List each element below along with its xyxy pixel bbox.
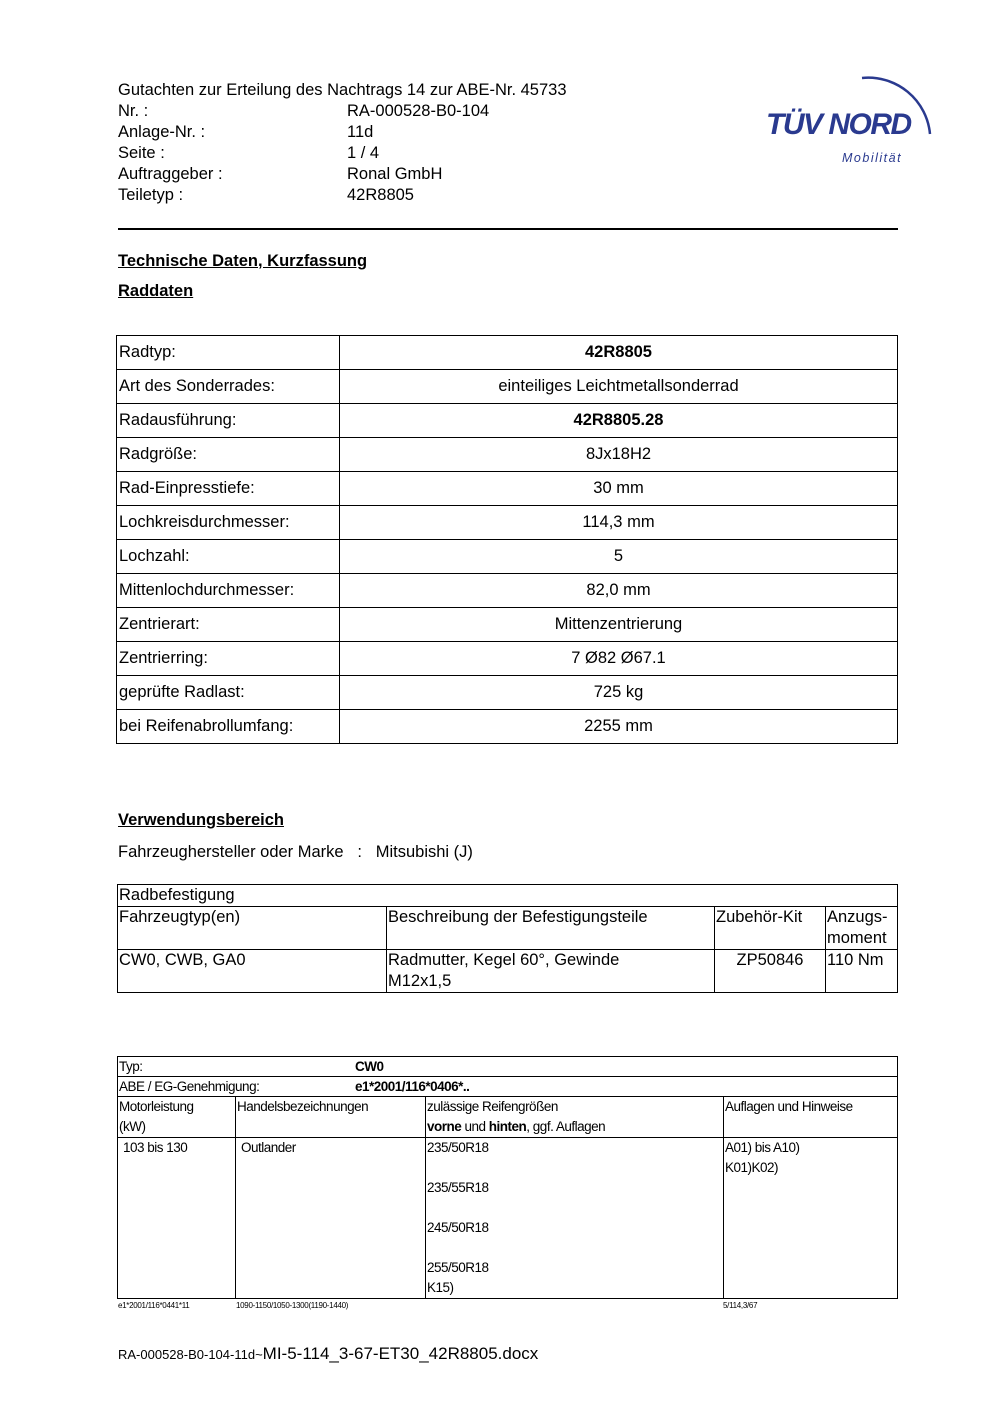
table-row [117,336,898,370]
header-motor-line1: Motorleistung [119,1099,194,1114]
raddaten-label: bei Reifenabrollumfang: [117,710,340,744]
tyre-size: 255/50R18 [427,1260,489,1275]
tyre-size: 245/50R18 [427,1220,489,1235]
document-title: Gutachten zur Erteilung des Nachtrags 14 zur ABE-Nr. 45733 [118,81,567,99]
header-value: 1 / 4 [347,144,380,162]
footer-small: RA-000528-B0-104-11d~ [118,1347,263,1362]
table-row [118,1057,898,1077]
header-reifen-vorne: vorne [427,1119,462,1134]
header-label: Nr. : [118,102,149,120]
header-value: 42R8805 [347,186,414,204]
header-beschreibung: Beschreibung der Befestigungsteile [387,907,715,950]
header-field-seite [118,143,567,164]
header-fahrzeugtyp: Fahrzeugtyp(en) [118,907,387,950]
header-zubehoer-kit: Zubehör-Kit [715,907,826,950]
header-field-auftraggeber [118,164,567,185]
typ-foot-mid: 1090-1150/1050-1300(1190-1440) [236,1301,349,1310]
raddaten-label: Zentrierart: [117,608,340,642]
table-row [117,574,898,608]
raddaten-value: einteiliges Leichtmetallsonderrad [340,370,898,404]
table-row [118,1138,898,1299]
raddaten-label: Art des Sonderrades: [117,370,340,404]
raddaten-value: 42R8805 [340,336,898,370]
header-reifen-hinten: hinten [488,1119,527,1134]
raddaten-table [116,335,898,744]
cell-motorleistung: 103 bis 130 [118,1138,236,1299]
maker-label: Fahrzeughersteller oder Marke [118,843,344,861]
desc-line2: M12x1,5 [388,972,452,990]
table-row [117,642,898,676]
raddaten-label: geprüfte Radlast: [117,676,340,710]
table-row [117,438,898,472]
header-value: 11d [347,123,374,141]
raddaten-heading: Raddaten [118,282,194,300]
maker-separator: : [357,843,362,861]
raddaten-label: Rad-Einpresstiefe: [117,472,340,506]
tuv-nord-logo [762,56,942,171]
header-divider [118,228,898,230]
raddaten-label: Lochzahl: [117,540,340,574]
header-value: RA-000528-B0-104 [347,102,490,120]
typ-label: Typ: [119,1059,143,1074]
raddaten-value: 42R8805.28 [340,404,898,438]
raddaten-value: 725 kg [340,676,898,710]
maker-line [118,843,473,862]
header-reifen-und: und [461,1119,489,1134]
typ-value: CW0 [355,1059,384,1074]
radbefestigung-table [117,884,898,993]
tyre-note: K15) [427,1280,454,1295]
cell-fahrzeugtypen: CW0, CWB, GA0 [118,950,387,993]
radbefestigung-title: Radbefestigung [118,885,898,907]
header-reifengroessen [426,1097,724,1138]
table-row [118,950,898,993]
table-row [117,608,898,642]
typ-foot-left: e1*2001/116*0441*11 [118,1301,190,1310]
header-anzugsmoment-line2: moment [827,929,887,947]
header-field-anlage [118,122,567,143]
page-footer [118,1344,538,1364]
spacer [427,1238,722,1258]
raddaten-value: 30 mm [340,472,898,506]
header-value: Ronal GmbH [347,165,443,183]
header-reifen-line1: zulässige Reifengrößen [427,1099,558,1114]
cell-beschreibung [387,950,715,993]
raddaten-value: 5 [340,540,898,574]
raddaten-value: 7 Ø82 Ø67.1 [340,642,898,676]
raddaten-value: 82,0 mm [340,574,898,608]
header-field-nr [118,101,567,122]
header-anzugsmoment [826,907,898,950]
raddaten-label: Radausführung: [117,404,340,438]
cell-zubehoer-kit: ZP50846 [715,950,826,993]
tyre-size: 235/50R18 [427,1140,489,1155]
maker-value: Mitsubishi (J) [375,843,473,861]
table-row [117,676,898,710]
header-auflagen: Auflagen und Hinweise [724,1097,898,1138]
auflagen-line2: K01)K02) [725,1160,779,1175]
cell-handelsbezeichnung: Outlander [236,1138,426,1299]
desc-line1: Radmutter, Kegel 60°, Gewinde [388,951,620,969]
table-header-row [118,907,898,950]
raddaten-label: Mittenlochdurchmesser: [117,574,340,608]
raddaten-value: 8Jx18H2 [340,438,898,472]
header-label: Teiletyp : [118,186,184,204]
table-row [118,885,898,907]
auflagen-line1: A01) bis A10) [725,1140,800,1155]
abe-value: e1*2001/116*0406*.. [355,1079,470,1094]
header-label: Anlage-Nr. : [118,123,206,141]
spacer [427,1158,722,1178]
raddaten-value: Mittenzentrierung [340,608,898,642]
raddaten-label: Radgröße: [117,438,340,472]
spacer [427,1198,722,1218]
header-label: Auftraggeber : [118,165,223,183]
header-label: Seite : [118,144,165,162]
typ-table [117,1056,898,1299]
typ-row [118,1057,898,1077]
header-reifen-rest: , ggf. Auflagen [526,1119,606,1134]
section-title: Technische Daten, Kurzfassung [118,252,368,270]
table-row [117,506,898,540]
cell-reifengroessen [426,1138,724,1299]
abe-row [118,1077,898,1097]
table-row [117,710,898,744]
logo-brand: TÜV NORD [766,108,911,141]
cell-anzugsmoment: 110 Nm [826,950,898,993]
document-header [118,80,567,206]
header-motor-line2: (kW) [119,1119,146,1134]
header-handelsbezeichnungen: Handelsbezeichnungen [236,1097,426,1138]
logo-subtitle: Mobilität [842,151,903,165]
raddaten-label: Lochkreisdurchmesser: [117,506,340,540]
raddaten-label: Radtyp: [117,336,340,370]
abe-label: ABE / EG-Genehmigung: [119,1079,260,1094]
table-row [117,370,898,404]
header-field-teiletyp [118,185,567,206]
header-motorleistung [118,1097,236,1138]
raddaten-label: Zentrierring: [117,642,340,676]
raddaten-value: 2255 mm [340,710,898,744]
raddaten-value: 114,3 mm [340,506,898,540]
table-row [117,404,898,438]
table-row [118,1077,898,1097]
verwendung-heading: Verwendungsbereich [118,811,284,829]
cell-auflagen [724,1138,898,1299]
footer-filename: MI-5-114_3-67-ET30_42R8805.docx [262,1344,539,1363]
tyre-size: 235/55R18 [427,1180,489,1195]
table-row [117,540,898,574]
table-header-row [118,1097,898,1138]
header-anzugsmoment-line1: Anzugs- [827,908,888,926]
table-row [117,472,898,506]
typ-foot-right: 5/114,3/67 [723,1301,758,1310]
